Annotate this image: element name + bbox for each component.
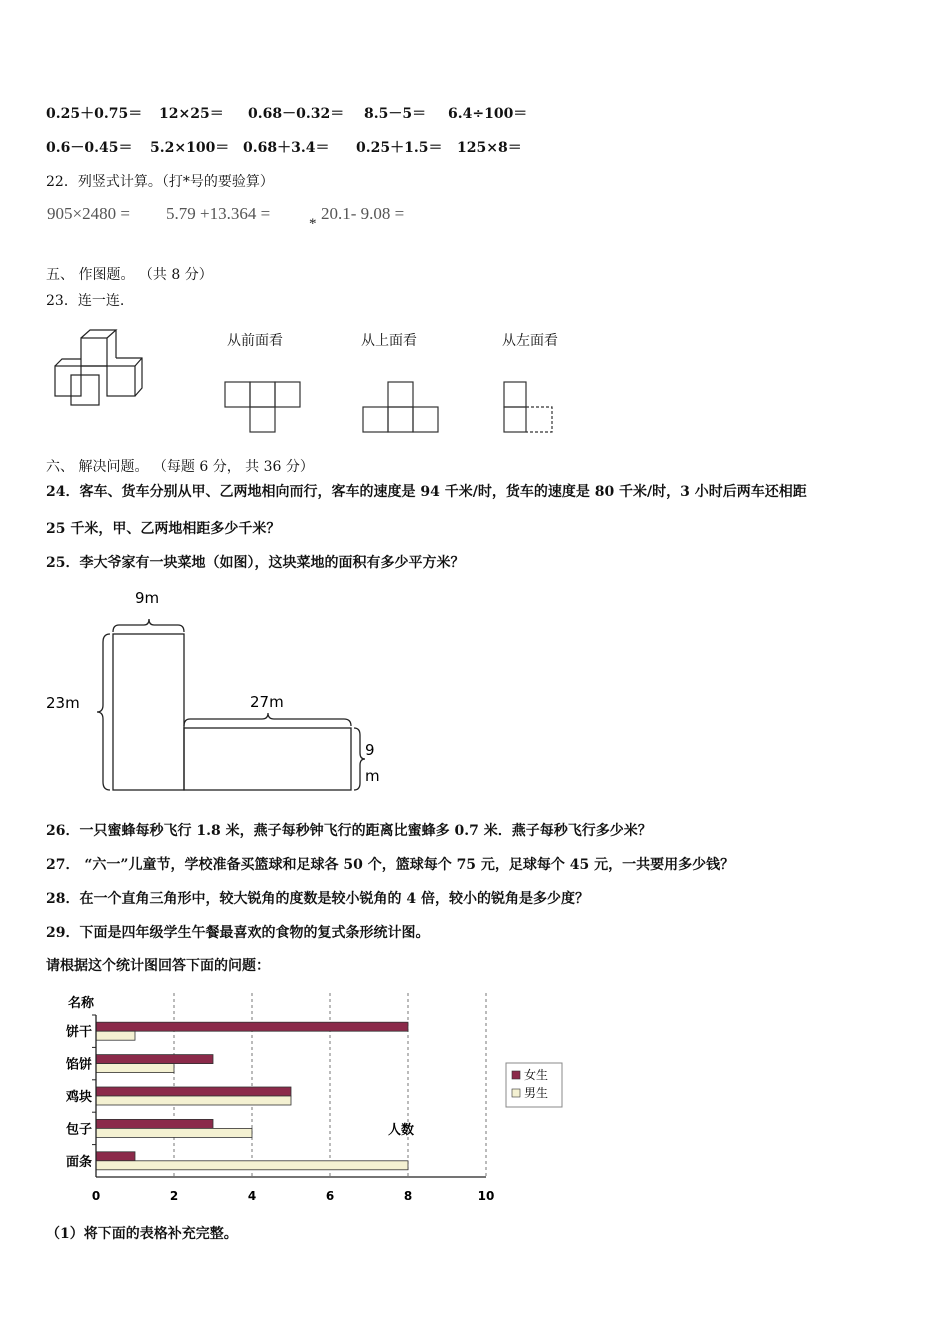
bar-male [96, 1161, 408, 1170]
q28-text: 28．在一个直角三角形中，较大锐角的度数是较小锐角的 4 倍，较小的锐角是多少度？ [46, 891, 589, 907]
q23-title: 23．连一连. [46, 293, 125, 309]
category-label: 包子 [65, 1122, 92, 1138]
calc-item: 0.25＋1.5＝ [356, 140, 443, 156]
x-tick-label: 10 [477, 1189, 495, 1203]
category-label: 饼干 [65, 1025, 92, 1041]
label-27m: 27m [250, 693, 284, 711]
q25-title: 25．李大爷家有一块菜地（如图），这块菜地的面积有多少平方米？ [46, 555, 465, 571]
legend-label-female: 女生 [524, 1068, 549, 1082]
vertical-calc-3: 20.1- 9.08 = [321, 204, 405, 223]
q29-sub-1: （1）将下面的表格补充完整。 [46, 1226, 238, 1242]
calc-item: 5.2×100＝ [150, 140, 230, 156]
q22-title: 22．列竖式计算。（打*号的要验算） [46, 174, 274, 190]
bar-male [96, 1096, 291, 1105]
bar-male [96, 1031, 135, 1040]
garden-plot-figure [40, 585, 390, 800]
label-m: m [365, 767, 380, 785]
y-axis-title: 名称 [68, 996, 95, 1011]
x-tick-label: 2 [169, 1189, 179, 1203]
category-label: 面条 [65, 1154, 92, 1170]
view-label-top: 从上面看 [361, 333, 417, 349]
bar-female [96, 1055, 213, 1064]
calc-item: 0.68－0.32＝ [248, 106, 345, 122]
legend-label-male: 男生 [524, 1086, 549, 1100]
vertical-calc-2: 5.79 +13.364 = [166, 204, 271, 223]
q29-title: 29．下面是四年级学生午餐最喜欢的食物的复式条形统计图。 [46, 925, 430, 941]
legend-swatch-female [512, 1071, 520, 1079]
check-star-marker: * [309, 216, 317, 232]
category-label: 馅饼 [65, 1057, 92, 1073]
x-tick-label: 8 [403, 1189, 413, 1203]
calc-item: 0.6－0.45＝ [46, 140, 133, 156]
q24-line-1: 24．客车、货车分别从甲、乙两地相向而行，客车的速度是 94 千米/时，货车的速度是 80 千米/时，3 小时后两车还相距 [46, 484, 807, 500]
calc-item: 125×8＝ [457, 140, 522, 156]
calc-item: 0.68＋3.4＝ [243, 140, 330, 156]
calc-item: 0.25＋0.75＝ [46, 106, 143, 122]
x-tick-label: 6 [325, 1189, 335, 1203]
food-preference-bar-chart [40, 985, 580, 1210]
q27-text: 27． “六一”儿童节，学校准备买篮球和足球各 50 个，篮球每个 75 元，足球每个 45 元，一共要用多少钱？ [46, 857, 735, 873]
section-5-title: 五、 作图题。 （共 8 分） [46, 267, 213, 283]
section-6-title: 六、 解决问题。 （每题 6 分， 共 36 分） [46, 459, 314, 475]
vertical-calc-1: 905×2480 = [47, 204, 130, 223]
bar-female [96, 1119, 213, 1128]
legend-swatch-male [512, 1089, 520, 1097]
bar-female [96, 1152, 135, 1161]
label-9: 9 [365, 741, 375, 759]
left-view-figure [502, 380, 558, 435]
label-9m: 9m [135, 589, 160, 607]
front-view-figure [224, 380, 304, 435]
calc-item: 8.5－5＝ [364, 106, 427, 122]
top-view-figure [362, 380, 442, 435]
q29-prompt: 请根据这个统计图回答下面的问题： [46, 958, 270, 974]
view-label-left: 从左面看 [502, 333, 558, 349]
x-tick-label: 4 [247, 1189, 257, 1203]
chart-legend [506, 1063, 562, 1107]
x-tick-label: 0 [91, 1189, 101, 1203]
q26-text: 26．一只蜜蜂每秒飞行 1.8 米，燕子每秒钟飞行的距离比蜜蜂多 0.7 米．燕子每秒飞行多少米？ [46, 823, 652, 839]
view-label-front: 从前面看 [227, 333, 283, 349]
q24-line-2: 25 千米，甲、乙两地相距多少千米？ [46, 521, 281, 537]
bar-female [96, 1087, 291, 1096]
calc-item: 12×25＝ [159, 106, 224, 122]
category-label: 鸡块 [65, 1090, 92, 1105]
cube-stack-figure [48, 325, 148, 410]
label-23m: 23m [46, 694, 80, 712]
calc-item: 6.4÷100＝ [448, 106, 528, 122]
x-axis-title: 人数 [388, 1123, 415, 1138]
bar-female [96, 1022, 408, 1031]
bar-male [96, 1128, 252, 1137]
bar-male [96, 1064, 174, 1073]
